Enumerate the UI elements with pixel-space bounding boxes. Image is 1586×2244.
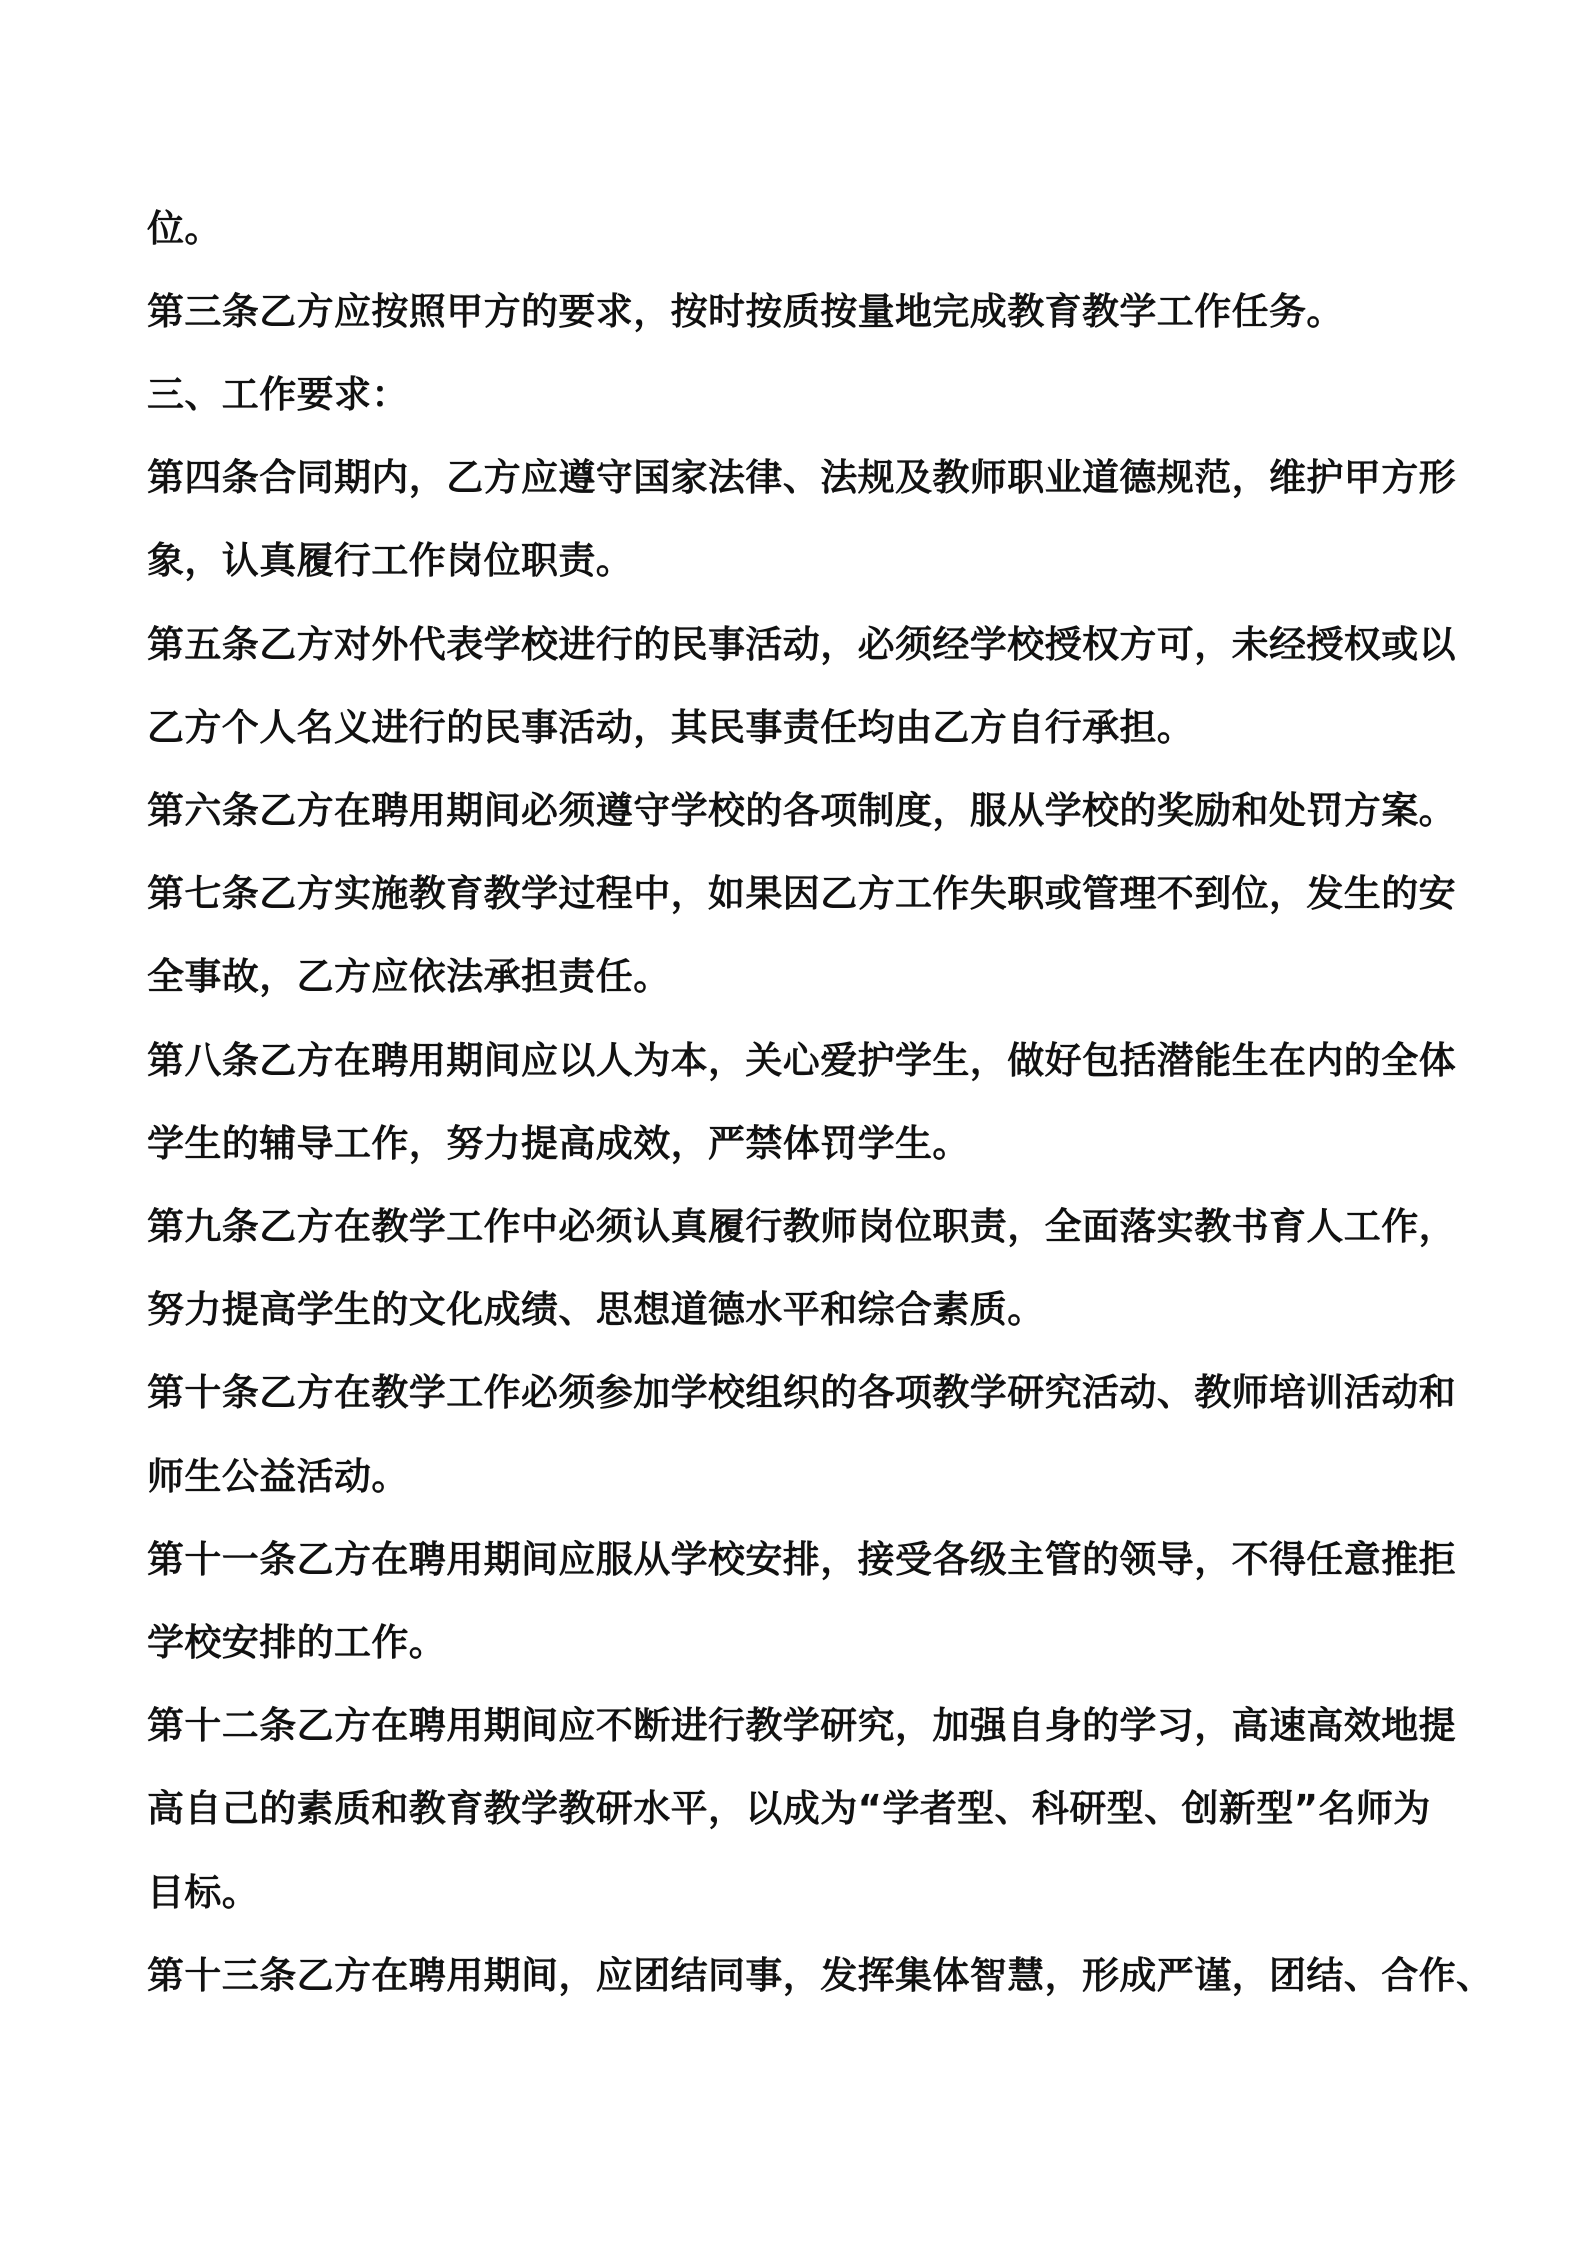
text-line: 第三条乙方应按照甲方的要求，按时按质按量地完成教育教学工作任务。	[147, 290, 1344, 333]
text-line: 第九条乙方在教学工作中必须认真履行教师岗位职责，全面落实教书育人工作，	[147, 1205, 1456, 1248]
text-line: 学校安排的工作。	[147, 1621, 447, 1664]
text-line: 学生的辅导工作，努力提高成效，严禁体罚学生。	[147, 1122, 970, 1165]
text-line: 目标。	[147, 1871, 260, 1914]
section-heading: 三、工作要求：	[147, 373, 409, 416]
text-line: 努力提高学生的文化成绩、思想道德水平和综合素质。	[147, 1288, 1045, 1331]
text-line: 第四条合同期内，乙方应遵守国家法律、法规及教师职业道德规范，维护甲方形	[147, 456, 1456, 499]
text-line: 位。	[147, 207, 222, 250]
text-line: 第六条乙方在聘用期间必须遵守学校的各项制度，服从学校的奖励和处罚方案。	[147, 789, 1456, 832]
text-line: 第八条乙方在聘用期间应以人为本，关心爱护学生，做好包括潜能生在内的全体	[147, 1039, 1456, 1082]
text-line: 第十一条乙方在聘用期间应服从学校安排，接受各级主管的领导，不得任意推拒	[147, 1538, 1456, 1581]
text-line: 第十二条乙方在聘用期间应不断进行教学研究，加强自身的学习，高速高效地提	[147, 1704, 1456, 1747]
text-line: 象，认真履行工作岗位职责。	[147, 539, 634, 582]
text-line: 第十条乙方在教学工作必须参加学校组织的各项教学研究活动、教师培训活动和	[147, 1371, 1456, 1414]
text-line: 全事故，乙方应依法承担责任。	[147, 955, 671, 998]
text-line: 第七条乙方实施教育教学过程中，如果因乙方工作失职或管理不到位，发生的安	[147, 872, 1456, 915]
text-line: 第十三条乙方在聘用期间，应团结同事，发挥集体智慧，形成严谨，团结、合作、	[147, 1954, 1494, 1997]
text-line: 高自己的素质和教育教学教研水平，以成为“学者型、科研型、创新型”名师为	[147, 1787, 1431, 1830]
text-line: 乙方个人名义进行的民事活动，其民事责任均由乙方自行承担。	[147, 706, 1195, 749]
text-line: 师生公益活动。	[147, 1455, 409, 1498]
text-line: 第五条乙方对外代表学校进行的民事活动，必须经学校授权方可，未经授权或以	[147, 623, 1456, 666]
